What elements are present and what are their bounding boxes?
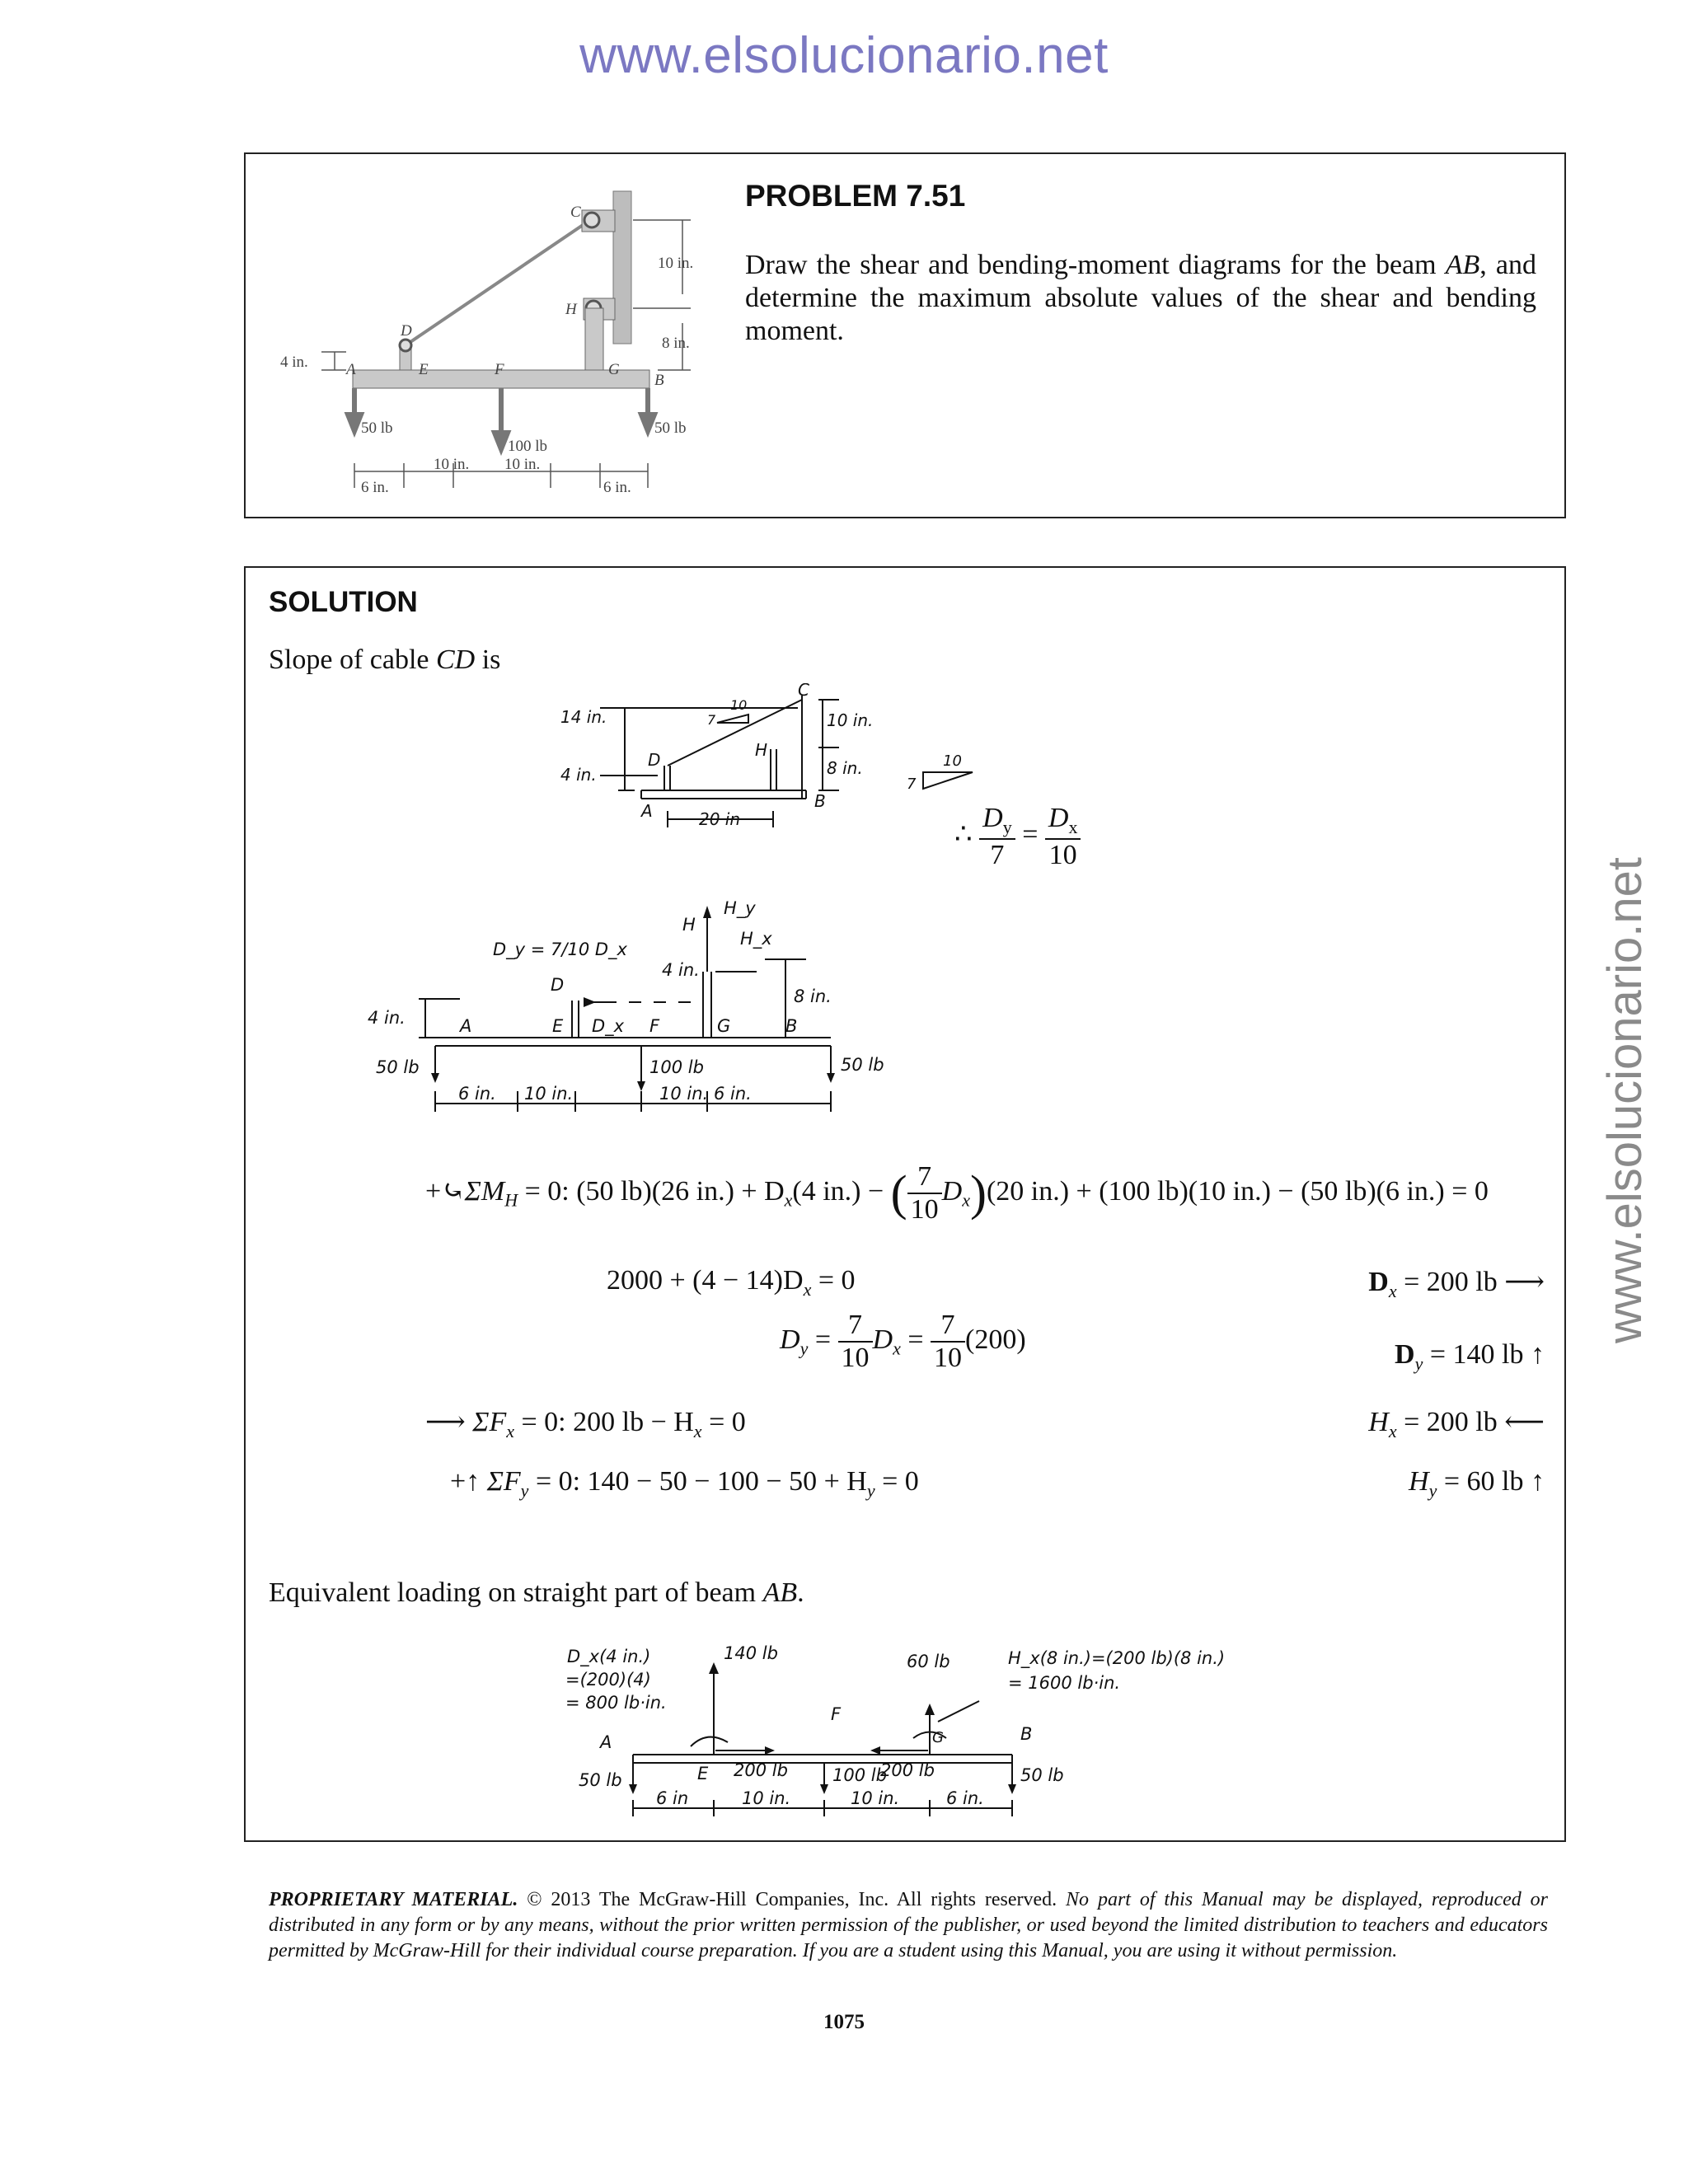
- moment-equation: $+⤿\Sigma M_H = 0$: (50 lb)(26 $in.) + D_x(4$ in.) − ( $\frac{7}{10}$ $D_x)(20$ in.) + (100 lb)(10 in.) − (50 lb)(6 in.) = 0: [425, 1161, 1489, 1225]
- free-body-diagram: [336, 893, 963, 1116]
- sk1-14in: 14 in.: [560, 707, 607, 727]
- fig-label-b: B: [654, 372, 664, 389]
- sk3-e: E: [697, 1764, 709, 1783]
- sk1-h: H: [755, 740, 768, 760]
- equation-fy: +↑ $\Sigma F_y = 0$: $140 - 50 - 100 - 50 + H_y = 0$: [450, 1466, 919, 1501]
- fig-span-10b: 10 in.: [504, 456, 541, 473]
- sk1-a: A: [641, 801, 653, 821]
- slope-text: Slope of cable CD is: [269, 644, 501, 675]
- problem-box: [244, 152, 1566, 518]
- sk3-g: G: [932, 1729, 944, 1746]
- fbd-dy-eq: D_y = 7/10 D_x: [493, 940, 627, 959]
- fig-load-left: 50 lb: [361, 419, 393, 437]
- fig-label-e: E: [419, 361, 429, 378]
- fbd-b: B: [785, 1016, 798, 1036]
- fig-dim-10: 10 in.: [658, 255, 694, 272]
- sk1-10in: 10 in.: [827, 710, 874, 730]
- sk3-50a: 50 lb: [579, 1770, 622, 1790]
- sk3-800: = 800 lb·in.: [565, 1693, 667, 1713]
- sk1-4in: 4 in.: [560, 765, 597, 785]
- sk3-60lb: 60 lb: [907, 1652, 950, 1671]
- fig-dim-4: 4 in.: [280, 354, 308, 371]
- copyright-footer: PROPRIETARY MATERIAL. © 2013 The McGraw-Hill Companies, Inc. All rights reserved. No part of this Manual may be displayed, reproduced or distributed in any form or by any means, without the prior written permission of the publisher, or used beyond the limited distribution to teachers and educators permitted by McGraw-Hill for their individual course preparation. If you are a student using this Manual, you are using it without permission.: [269, 1889, 1548, 1961]
- sk1-20in: 20 in: [699, 809, 741, 829]
- fbd-8in: 8 in.: [794, 987, 832, 1006]
- fig-label-f: F: [495, 361, 504, 378]
- fbd-a: A: [460, 1016, 472, 1036]
- fbd-6b: 6 in.: [714, 1084, 752, 1104]
- sk3-1600: = 1600 lb·in.: [1008, 1673, 1121, 1693]
- fbd-50lb-a: 50 lb: [376, 1057, 420, 1077]
- sk3-hx: H_x(8 in.)=(200 lb)(8 in.): [1008, 1648, 1226, 1668]
- sk3-10b: 10 in.: [851, 1788, 900, 1808]
- solution-box: [244, 566, 1566, 1842]
- fig-dim-8: 8 in.: [662, 335, 690, 352]
- tri-7: 7: [907, 776, 917, 793]
- result-hx: $H_x = 200$ lb ⟵: [1368, 1407, 1545, 1441]
- fig-span-10a: 10 in.: [434, 456, 470, 473]
- solution-heading: SOLUTION: [269, 586, 418, 618]
- fbd-6a: 6 in.: [458, 1084, 496, 1104]
- sk3-50b: 50 lb: [1020, 1765, 1064, 1785]
- equation-fx: ⟶ $\Sigma F_x = 0$: 200 lb − $H_x = 0$: [425, 1407, 746, 1441]
- fbd-10b: 10 in.: [659, 1084, 709, 1104]
- page-number: 1075: [823, 2011, 865, 2033]
- tri-10: 10: [943, 752, 962, 770]
- sk1-c: C: [798, 683, 809, 700]
- fig-label-a: A: [346, 361, 356, 378]
- sk3-f: F: [831, 1704, 842, 1724]
- equivalent-loading-sketch: [518, 1639, 1226, 1829]
- cable-slope-sketch: [542, 683, 889, 840]
- sk3-dx4: D_x(4 in.): [567, 1647, 651, 1666]
- fbd-4in-h: 4 in.: [662, 960, 700, 980]
- watermark-link[interactable]: www.elsolucionario.net: [579, 27, 1109, 84]
- sk3-a: A: [600, 1732, 612, 1752]
- fbd-g: G: [717, 1016, 731, 1036]
- equation-dy: $D_y$ = $\frac{7}{10}$ $D_x$ = $\frac{7}{10}$ (200): [780, 1310, 1026, 1373]
- fbd-dx: D_x: [592, 1016, 625, 1036]
- sk3-200b: 200 lb: [880, 1760, 935, 1780]
- sk1-10: 10: [730, 697, 748, 713]
- fig-label-c: C: [570, 204, 581, 221]
- fbd-hx: H_x: [740, 929, 772, 949]
- fig-span-6b: 6 in.: [603, 479, 631, 496]
- sk3-eq200: =(200)(4): [565, 1670, 651, 1690]
- fbd-d: D: [551, 975, 565, 995]
- fig-span-6a: 6 in.: [361, 479, 389, 496]
- slope-triangle: [898, 749, 981, 799]
- fbd-50lb-b: 50 lb: [841, 1055, 884, 1075]
- side-watermark: www.elsolucionario.net: [1598, 857, 1652, 1343]
- fbd-4in: 4 in.: [368, 1008, 406, 1028]
- fbd-100lb: 100 lb: [649, 1057, 704, 1077]
- fbd-hy: H_y: [724, 898, 756, 918]
- sk1-7: 7: [707, 712, 716, 728]
- sk3-100: 100 lb: [832, 1765, 887, 1785]
- fig-load-mid: 100 lb: [508, 438, 548, 455]
- result-dx: $D_x = 200$ lb ⟶: [1368, 1267, 1545, 1301]
- fig-label-g: G: [608, 361, 620, 378]
- sk3-10a: 10 in.: [742, 1788, 791, 1808]
- fig-load-right: 50 lb: [654, 419, 687, 437]
- sk3-6a: 6 in: [656, 1788, 689, 1808]
- fbd-10a: 10 in.: [524, 1084, 574, 1104]
- problem-figure: [270, 162, 732, 509]
- fig-label-d: D: [401, 322, 412, 340]
- sk3-140lb: 140 lb: [724, 1643, 778, 1663]
- fig-label-h: H: [565, 301, 577, 318]
- fbd-e: E: [552, 1016, 564, 1036]
- sk3-200a: 200 lb: [734, 1760, 788, 1780]
- problem-statement: Draw the shear and bending-moment diagrams for the beam AB, and determine the maximum absolute values of the shear and bending moment.: [745, 250, 1536, 346]
- result-hy: $H_y = 60$ lb ↑: [1409, 1466, 1545, 1501]
- problem-title: PROBLEM 7.51: [745, 179, 966, 213]
- equation-dx: $2000 + (4 - 14)D_x = 0$: [607, 1265, 856, 1300]
- sk1-d: D: [648, 750, 661, 770]
- result-dy: $D_y = 140$ lb ↑: [1395, 1339, 1545, 1374]
- sk3-b: B: [1020, 1724, 1033, 1744]
- slope-ratio: ∴ $\frac{D_y}{7}$ = $\frac{D_x}{10}$: [954, 803, 1081, 871]
- sk3-6b: 6 in.: [946, 1788, 984, 1808]
- fbd-h: H: [682, 915, 696, 935]
- sk1-b: B: [814, 791, 826, 811]
- equivalent-loading-text: Equivalent loading on straight part of beam AB.: [269, 1577, 804, 1608]
- fbd-f: F: [649, 1016, 660, 1036]
- sk1-8in: 8 in.: [827, 758, 863, 778]
